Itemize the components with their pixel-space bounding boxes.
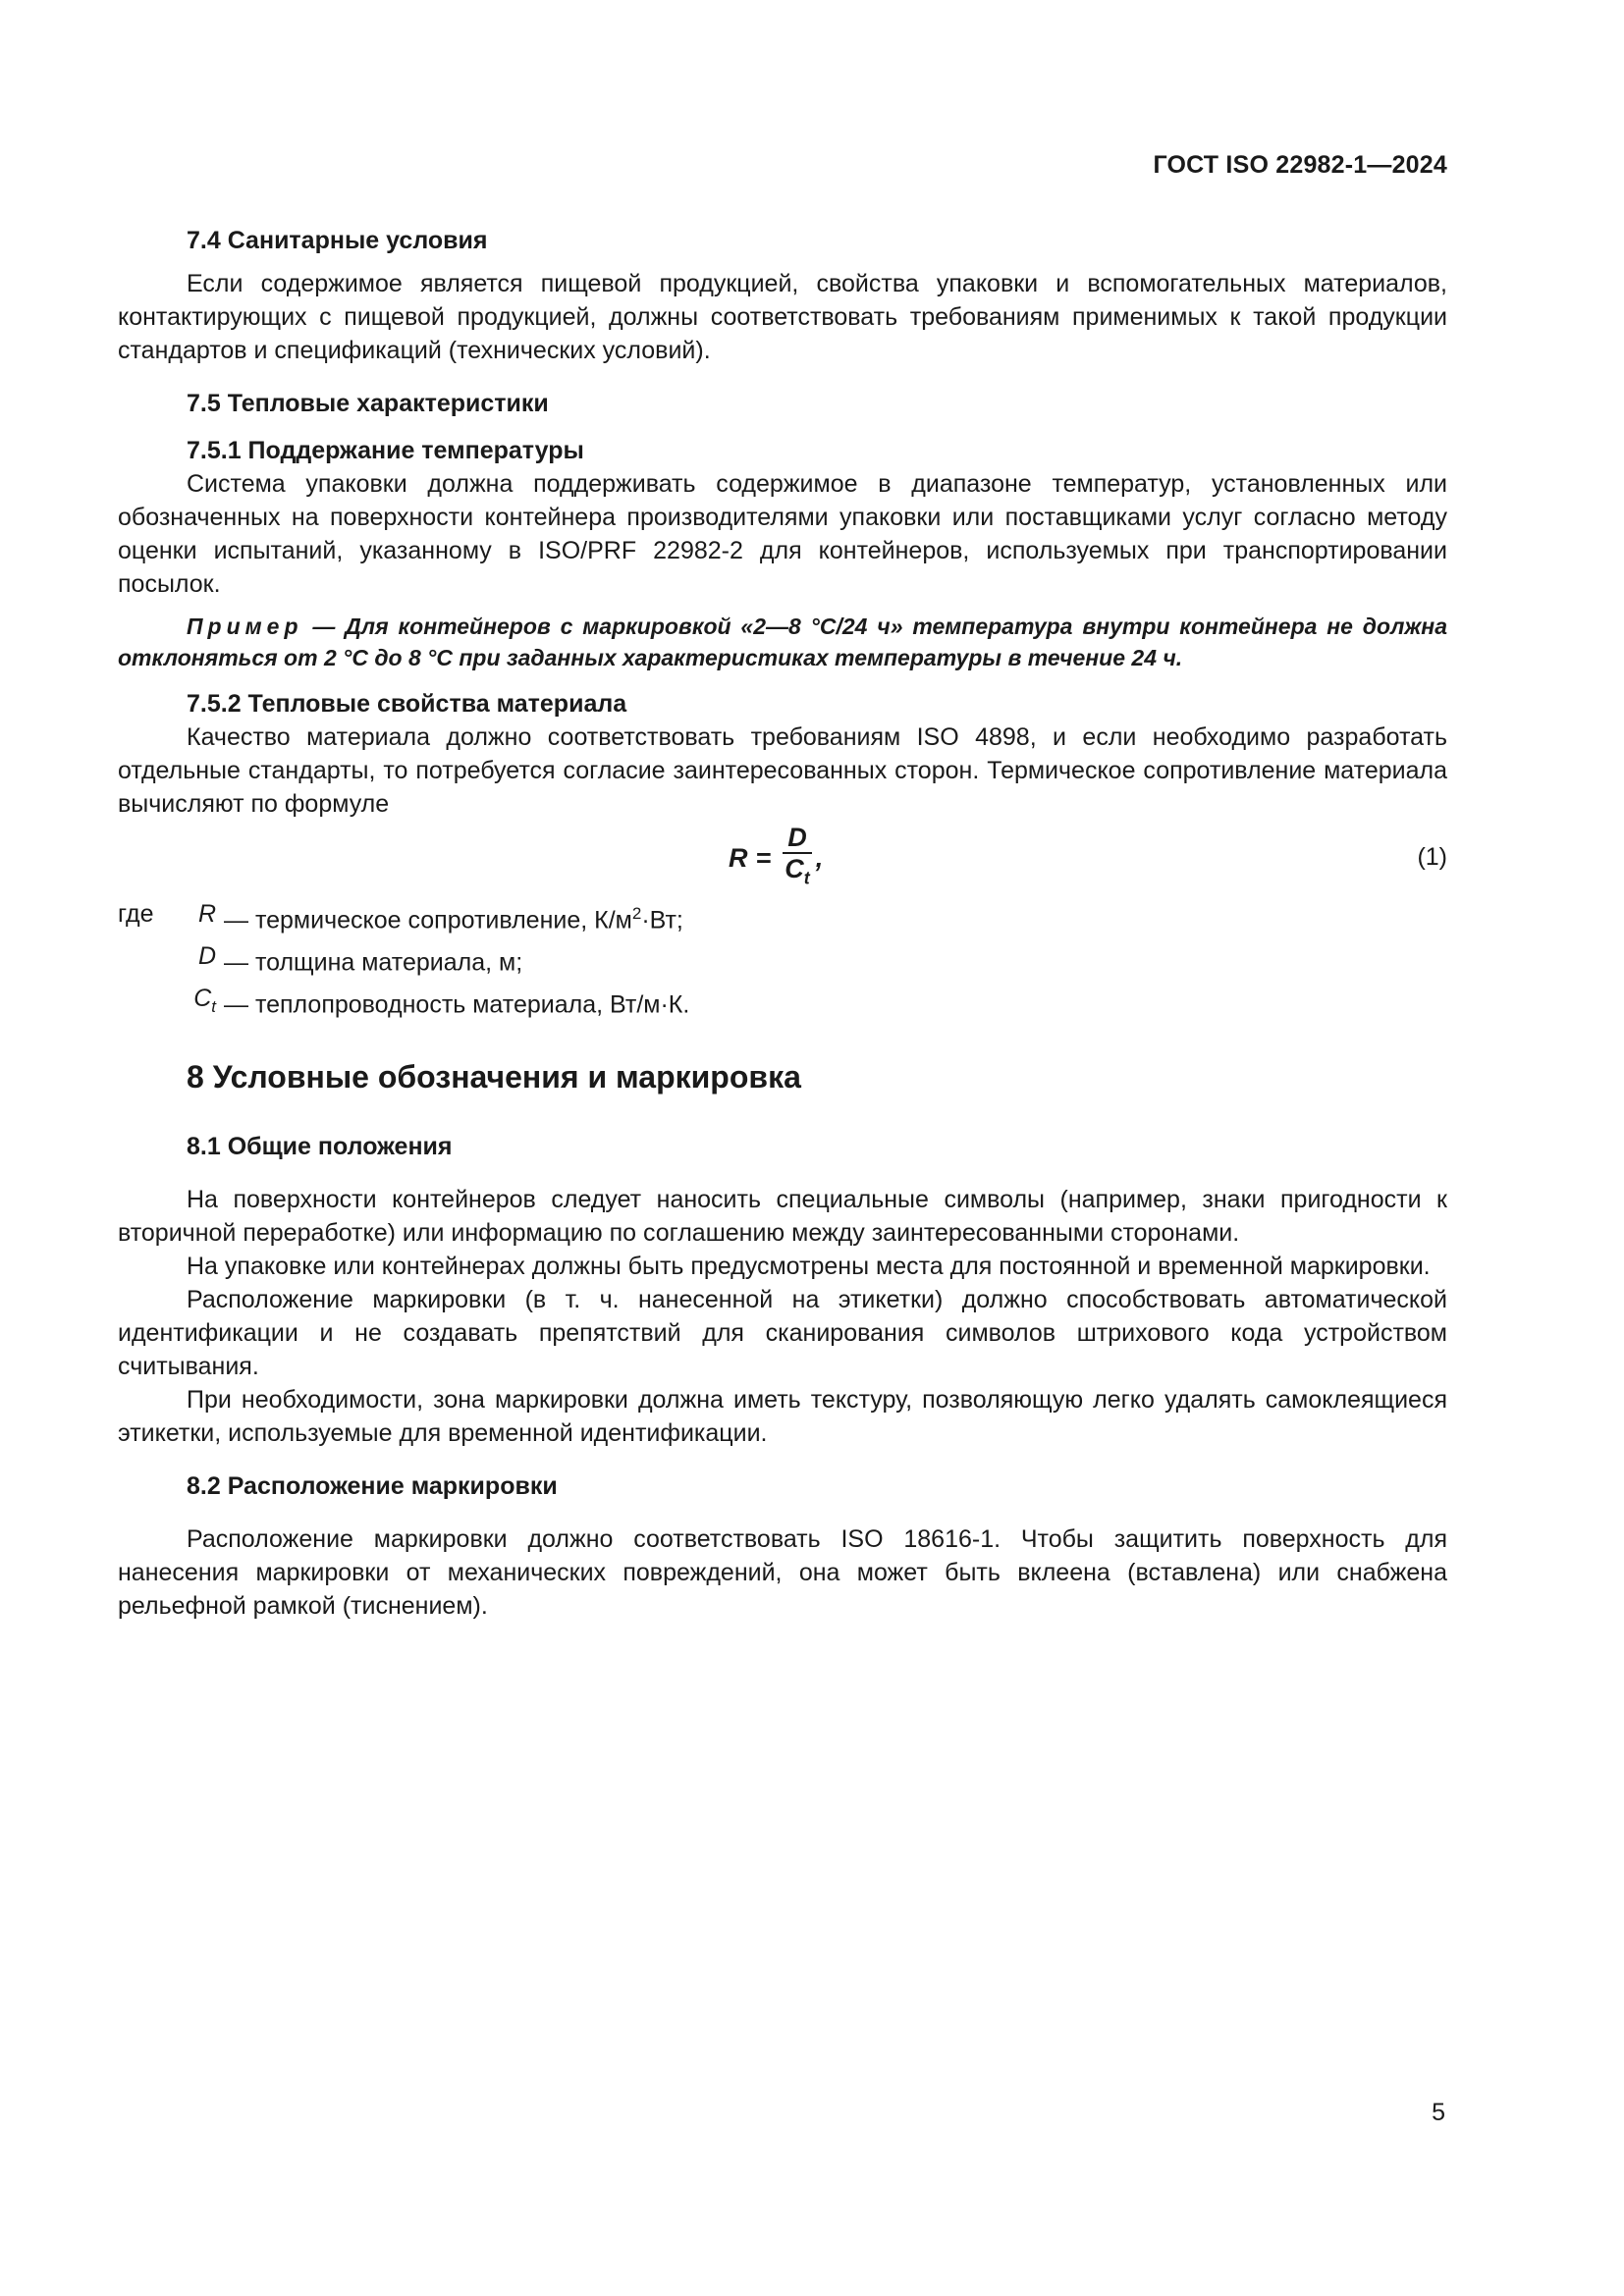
section-7-4-text: Если содержимое является пищевой продукцией, свойства упаковки и вспомогательных материалов, контактирующих с пищевой продукцией, должны соответствовать требованиям применимых к такой продукции стандартов и спецификаций (технических условий). <box>118 270 1447 364</box>
formula-denominator <box>783 854 812 892</box>
formula-equals: = <box>755 842 772 873</box>
formula-denominator-base: C <box>785 854 804 883</box>
section-7-5-1-title: 7.5.1 Поддержание температуры <box>187 437 584 464</box>
section-8-1-title: 8.1 Общие положения <box>187 1133 453 1160</box>
section-8-1-p4: При необходимости, зона маркировки должна иметь текстуру, позволяющую легко удалять самоклеящиеся этикетки, используемые для временной идентификации. <box>118 1386 1447 1447</box>
formula-trail: , <box>815 842 824 873</box>
equation-number: (1) <box>1417 843 1447 871</box>
section-8-2-title: 8.2 Расположение маркировки <box>187 1472 558 1500</box>
legend-row <box>118 897 689 939</box>
example-text: — Для контейнеров с маркировкой «2—8 °С/24 ч» температура внутри контейнера не должна отклоняться от 2 °С до 8 °С при заданных характеристиках температуры в течение 24 ч. <box>118 614 1447 670</box>
page-content <box>118 224 1447 1623</box>
document-header-id: ГОСТ ISO 22982-1—2024 <box>1153 151 1447 179</box>
formula-numerator: D <box>787 823 807 852</box>
section-8-title: 8 Условные обозначения и маркировка <box>187 1059 801 1095</box>
section-7-5-2-title: 7.5.2 Тепловые свойства материала <box>187 690 627 718</box>
legend-row <box>118 982 689 1024</box>
legend-description: — термическое сопротивление, $К/м^2\cdot Вт$; <box>224 904 683 934</box>
variables-legend <box>118 897 689 1024</box>
legend-symbol: $C_t$ <box>193 985 216 1016</box>
legend-description: — толщина материала, м; <box>224 948 523 977</box>
where-label: где <box>118 900 154 928</box>
section-8-1-p3: Расположение маркировки (в т. ч. нанесенной на этикетки) должно способствовать автоматической идентификации и не создавать препятствий для сканирования символов штрихового кода устройством считывания. <box>118 1286 1447 1380</box>
formula-denominator-sub: t <box>803 868 810 888</box>
legend-symbol: D <box>197 942 216 970</box>
formula-row <box>118 821 1447 897</box>
legend-row <box>118 939 689 982</box>
example-label: Пример <box>187 614 303 639</box>
section-8-1-p2: На упаковке или контейнерах должны быть предусмотрены места для постоянной и временной маркировки. <box>187 1253 1431 1280</box>
page-number: 5 <box>1432 2099 1445 2126</box>
section-8-1-p1: На поверхности контейнеров следует наносить специальные символы (например, знаки пригодности к вторичной переработке) или информацию по соглашению между заинтересованными сторонами. <box>118 1186 1447 1247</box>
section-7-5-1-text: Система упаковки должна поддерживать содержимое в диапазоне температур, установленных или обозначенных на поверхности контейнера производителями упаковки или поставщиками услуг согласно методу оценки испытаний, указанному в ISO/PRF 22982-2 для контейнеров, используемых при транспортировании посылок. <box>118 470 1447 598</box>
formula-lhs: R <box>729 842 748 873</box>
section-8-2-text: Расположение маркировки должно соответствовать ISO 18616-1. Чтобы защитить поверхность для нанесения маркировки от механических повреждений, она может быть вклеена (вставлена) или снабжена рельефной рамкой (тиснением). <box>118 1525 1447 1620</box>
legend-symbol: R <box>197 900 216 928</box>
formula <box>729 823 823 892</box>
legend-description: — теплопроводность материала, Вт/м·К. <box>224 990 690 1019</box>
formula-fraction <box>783 823 812 892</box>
section-7-4-title: 7.4 Санитарные условия <box>187 227 488 254</box>
section-7-5-title: 7.5 Тепловые характеристики <box>187 390 549 417</box>
example-note <box>118 611 1447 673</box>
section-7-5-2-text: Качество материала должно соответствовать требованиям ISO 4898, и если необходимо разработать отдельные стандарты, то потребуется согласие заинтересованных сторон. Термическое сопротивление материала вычисляют по формуле <box>118 723 1447 818</box>
